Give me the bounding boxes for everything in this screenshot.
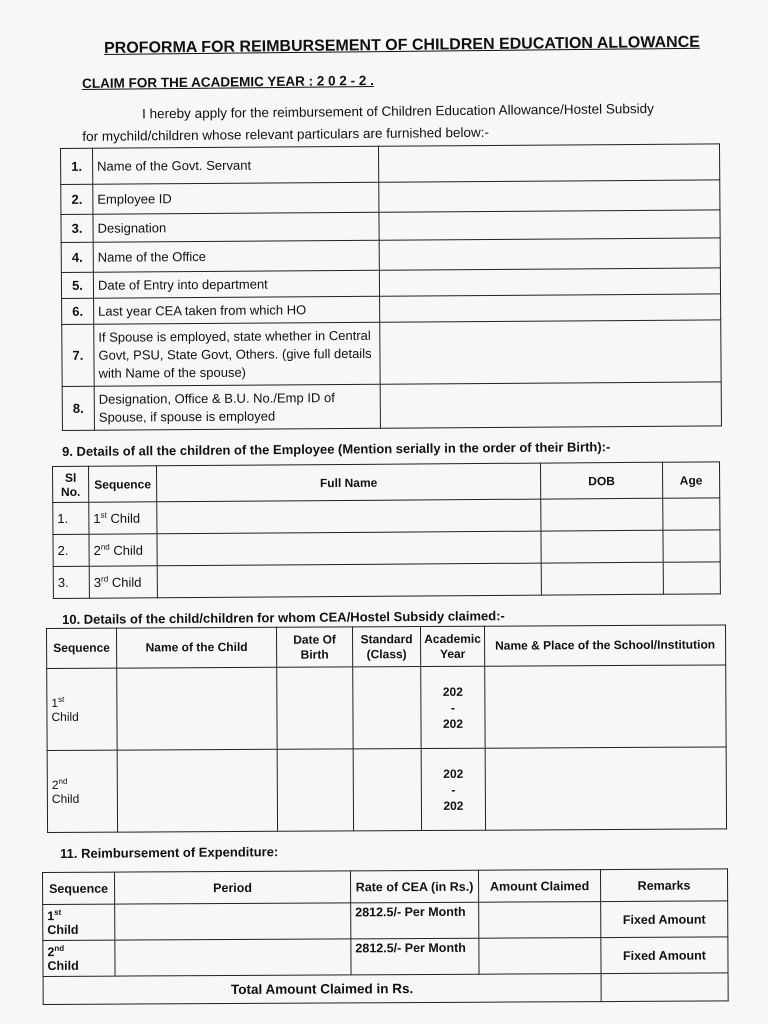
sl-no: 3. xyxy=(53,566,89,598)
seq-sup: st xyxy=(100,510,107,520)
seq-word: Child xyxy=(51,709,79,724)
header-full-name: Full Name xyxy=(157,463,541,502)
remarks-value: Fixed Amount xyxy=(601,901,728,938)
dob-field[interactable] xyxy=(277,667,353,749)
year-dash: - xyxy=(451,782,456,797)
year-bottom: 202 xyxy=(442,716,464,731)
spouse-designation-field[interactable] xyxy=(380,382,721,428)
child-name-field[interactable] xyxy=(117,749,277,832)
row-number: 6. xyxy=(62,298,94,324)
designation-field[interactable] xyxy=(379,210,720,240)
seq-num: 1 xyxy=(47,909,55,924)
header-rate: Rate of CEA (in Rs.) xyxy=(350,870,478,903)
header-sequence: Sequence xyxy=(47,628,117,668)
field-label: Designation, Office & B.U. No./Emp ID of Spouse, if spouse is employed xyxy=(94,384,380,430)
header-standard: Standard (Class) xyxy=(352,627,420,667)
total-amount-field[interactable] xyxy=(601,973,728,1002)
table-header-row xyxy=(53,462,720,503)
header-sequence: Sequence xyxy=(43,872,115,904)
section-10-heading: 10. Details of the child/children for whom CEA/Hostel Subsidy claimed:- xyxy=(62,608,505,627)
field-label: Name of the Office xyxy=(93,240,379,272)
table-row xyxy=(43,937,728,977)
seq-word: Child xyxy=(113,542,144,558)
age-field[interactable] xyxy=(663,498,720,530)
standard-field[interactable] xyxy=(353,667,421,749)
age-field[interactable] xyxy=(663,562,720,594)
dob-field[interactable] xyxy=(277,749,353,831)
row-number: 7. xyxy=(62,324,94,386)
full-name-field[interactable] xyxy=(157,563,541,598)
seq-num: 1 xyxy=(93,510,101,526)
table-row xyxy=(53,498,720,535)
employee-id-field[interactable] xyxy=(379,180,720,212)
period-field[interactable] xyxy=(115,903,351,940)
seq-num: 1 xyxy=(51,695,59,710)
rate-value: 2812.5/- Per Month xyxy=(351,938,479,975)
total-label: Total Amount Claimed in Rs. xyxy=(43,974,601,1005)
year-top: 202 xyxy=(443,766,464,781)
child-name-field[interactable] xyxy=(117,667,277,750)
row-number: 4. xyxy=(61,242,93,272)
sequence xyxy=(47,750,117,832)
row-number: 1. xyxy=(61,148,93,184)
year-dash: - xyxy=(450,700,455,715)
seq-sup: st xyxy=(54,907,62,917)
seq-num: 2 xyxy=(51,777,59,792)
field-label: If Spouse is employed, state whether in Central Govt, PSU, State Govt, Others. (give full details with Name of the spouse) xyxy=(94,322,380,386)
row-number: 2. xyxy=(61,184,93,214)
sl-no: 1. xyxy=(53,502,89,534)
field-label: Date of Entry into department xyxy=(93,270,379,298)
header-age: Age xyxy=(662,462,719,498)
row-number: 5. xyxy=(61,272,93,298)
sequence xyxy=(47,668,117,750)
table-row xyxy=(53,562,720,599)
dob-field[interactable] xyxy=(541,530,663,563)
total-row xyxy=(43,973,728,1005)
section-11-heading: 11. Reimbursement of Expenditure: xyxy=(60,844,279,861)
academic-year[interactable] xyxy=(421,666,485,748)
full-name-field[interactable] xyxy=(157,531,541,566)
table-row xyxy=(61,144,720,185)
row-number: 3. xyxy=(61,214,93,242)
school-field[interactable] xyxy=(485,747,726,830)
header-amount: Amount Claimed xyxy=(478,870,600,903)
seq-word: Child xyxy=(111,574,142,590)
header-school: Name & Place of the School/Institution xyxy=(484,625,725,666)
rate-value: 2812.5/- Per Month xyxy=(351,902,479,939)
sequence xyxy=(43,904,115,940)
last-year-cea-field[interactable] xyxy=(380,294,721,322)
amount-claimed-field[interactable] xyxy=(479,902,601,939)
standard-field[interactable] xyxy=(353,749,421,831)
claimed-children-table xyxy=(46,624,727,833)
seq-word: Child xyxy=(47,958,79,974)
header-child-name: Name of the Child xyxy=(117,627,277,668)
table-header-row xyxy=(47,625,726,669)
seq-num: 2 xyxy=(47,945,55,960)
seq-sup: rd xyxy=(100,574,109,584)
academic-year[interactable] xyxy=(421,748,485,830)
sequence xyxy=(89,534,157,566)
full-name-field[interactable] xyxy=(157,499,541,534)
table-row xyxy=(62,382,721,431)
seq-sup: nd xyxy=(54,943,65,953)
dob-field[interactable] xyxy=(541,562,663,595)
field-label: Designation xyxy=(93,212,379,242)
header-remarks: Remarks xyxy=(600,869,727,902)
school-field[interactable] xyxy=(485,665,726,748)
header-sequence: Sequence xyxy=(89,466,157,502)
seq-sup: st xyxy=(58,694,65,704)
header-sl-no: Sl No. xyxy=(53,466,89,502)
header-period: Period xyxy=(115,871,351,904)
table-row xyxy=(62,320,721,387)
field-label: Last year CEA taken from which HO xyxy=(94,296,380,324)
year-top: 202 xyxy=(442,684,463,699)
header-academic-year: Academic Year xyxy=(420,626,484,666)
sequence xyxy=(89,566,157,598)
intro-line-2: for mychild/children whose relevant particulars are furnished below:- xyxy=(82,124,490,144)
amount-claimed-field[interactable] xyxy=(479,938,601,975)
employee-details-table xyxy=(60,143,722,431)
section-9-heading: 9. Details of all the children of the Employee (Mention serially in the order of their Birth):- xyxy=(62,439,611,459)
field-label: Employee ID xyxy=(93,182,379,214)
seq-word: Child xyxy=(47,922,79,938)
row-number: 8. xyxy=(62,386,94,430)
table-row xyxy=(61,238,720,273)
office-name-field[interactable] xyxy=(379,238,720,270)
seq-word: Child xyxy=(51,791,80,806)
seq-sup: nd xyxy=(100,542,110,552)
year-bottom: 202 xyxy=(443,798,464,813)
date-of-entry-field[interactable] xyxy=(379,268,720,296)
table-row xyxy=(47,665,726,751)
sequence xyxy=(43,940,115,976)
table-row xyxy=(47,747,726,833)
intro-text xyxy=(82,97,712,148)
field-label: Name of the Govt. Servant xyxy=(93,146,379,184)
age-field[interactable] xyxy=(663,530,720,562)
govt-servant-name-field[interactable] xyxy=(378,144,719,182)
header-dob: Date Of Birth xyxy=(276,627,352,667)
sequence xyxy=(89,502,157,534)
intro-line-1: I hereby apply for the reimbursement of Children Education Allowance/Hostel Subsidy xyxy=(142,101,654,122)
spouse-employment-field[interactable] xyxy=(380,320,721,384)
seq-num: 3 xyxy=(93,574,102,590)
period-field[interactable] xyxy=(115,939,351,976)
header-dob: DOB xyxy=(540,462,662,499)
table-header-row xyxy=(43,869,728,905)
seq-num: 2 xyxy=(93,542,101,558)
remarks-value: Fixed Amount xyxy=(601,937,728,974)
claim-academic-year: CLAIM FOR THE ACADEMIC YEAR : 2 0 2 - 2 . xyxy=(82,72,374,91)
table-row xyxy=(61,180,720,215)
table-row xyxy=(43,901,728,941)
seq-word: Child xyxy=(110,510,141,526)
table-row xyxy=(53,530,720,567)
sl-no: 2. xyxy=(53,534,89,566)
reimbursement-table xyxy=(42,868,729,1005)
form-title: PROFORMA FOR REIMBURSEMENT OF CHILDREN EDUCATION ALLOWANCE xyxy=(104,33,700,57)
dob-field[interactable] xyxy=(541,498,663,531)
seq-sup: nd xyxy=(58,776,68,786)
children-details-table xyxy=(52,461,721,599)
